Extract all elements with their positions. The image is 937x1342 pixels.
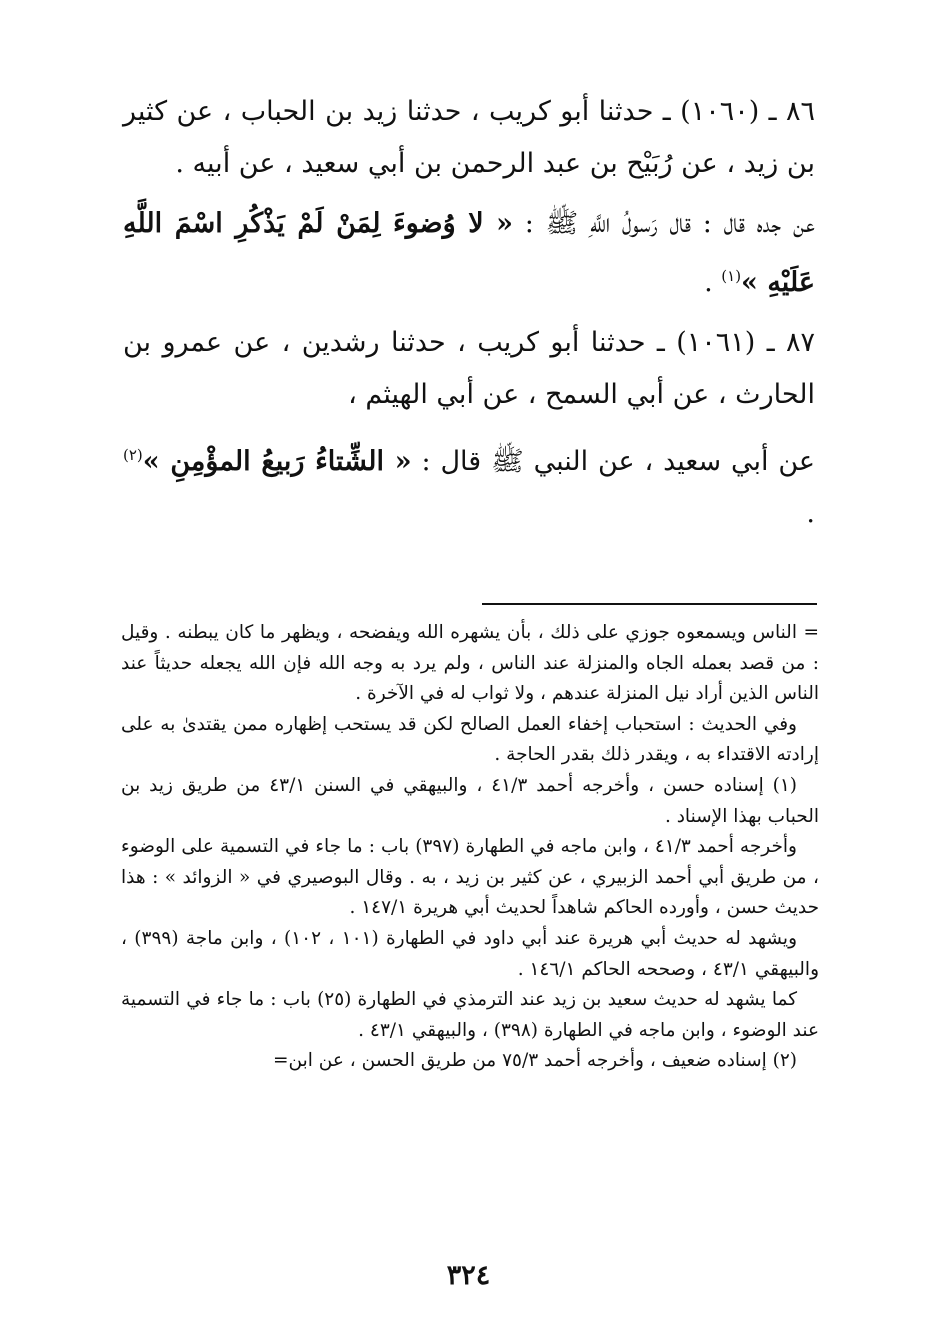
hadith-87-matn-intro: عن أبي سعيد ، عن النبي ﷺ قال :: [421, 446, 816, 477]
hadith-87-line-2: عمرو بن الحارث ، عن أبي السمح ، عن أبي الهيثم ،: [123, 327, 815, 410]
continuation-mark: =: [273, 1050, 289, 1072]
hadith-86-line-2: عن كثير بن زيد ، عن رُبَيْح بن عبد الرحمن بن أبي سعيد ، عن: [123, 96, 815, 179]
footnote-ref-2: (٢): [123, 446, 143, 464]
hadith-87-end: .: [806, 498, 815, 529]
hadith-86-matn: [123, 198, 815, 309]
footnotes: [121, 618, 819, 1077]
footnote-ref-1: (١): [721, 267, 742, 285]
hadith-87-isnad: [123, 317, 815, 421]
footnote-2: [121, 1046, 819, 1077]
footnote-continuation: = الناس ويسمعوه جوزي على ذلك ، بأن يشهره الله ويفضحه ، ويظهر ما كان يبطنه . وقيل : من قصد بعمله الجاه والمنزلة عند الناس ، ولم يرد به وجه الله فإن الله يجعله حديثاً عند الناس الذين أراد نيل المنزلة عندهم ، ولا ثواب له في الآخرة .: [121, 622, 819, 705]
hadith-86-line-3: أبيه .: [175, 148, 231, 179]
footnote-separator: [482, 603, 817, 605]
footnote-1-shahid-abu-hurayra: ويشهد له حديث أبي هريرة عند أبي داود في الطهارة (١٠١ ، ١٠٢) ، وابن ماجة (٣٩٩) ، والبيهقي ٤٣/١ ، وصححه الحاكم ١٤٦/١ .: [121, 927, 819, 980]
hadith-86-isnad: [123, 86, 815, 190]
hadith-86-line-1: ٨٦ ـ (١٠٦٠) ـ حدثنا أبو كريب ، حدثنا زيد بن الحباب ،: [222, 96, 816, 127]
hadith-87-matn: [123, 429, 815, 540]
hadith-86-text: « لا وُضوءَ لِمَنْ لَمْ يَذْكُرِ اسْمَ اللَّهِ عَلَيْهِ »: [123, 208, 815, 298]
footnote-1-takhrij: وأخرجه أحمد ٤١/٣ ، وابن ماجه في الطهارة (٣٩٧) باب : ما جاء في التسمية على الوضوء ، من طريق أبي أحمد الزبيري ، عن كثير بن زيد ، به . وقال البوصيري في « الزوائد » : هذا حديث حسن ، وأورده الحاكم شاهداً لحديث أبي هريرة ١٤٧/١ .: [121, 836, 819, 919]
hadith-87-text: « الشِّتاءُ رَبيعُ المؤْمِنِ »: [142, 446, 412, 477]
footnote-1-shahid-said: كما يشهد له حديث سعيد بن زيد عند الترمذي في الطهارة (٢٥) باب : ما جاء في التسمية عند الوضوء ، وابن ماجه في الطهارة (٣٩٨) ، والبيهقي ٤٣/١ .: [121, 989, 819, 1041]
hadith-87-line-1: ٨٧ ـ (١٠٦١) ـ حدثنا أبو كريب ، حدثنا رشدين ، عن: [233, 327, 816, 358]
hadith-86-matn-intro: عن جده قال : قال رَسولُ اللَّهِ ﷺ :: [524, 208, 815, 239]
footnote-1: (١) إسناده حسن ، وأخرجه أحمد ٤١/٣ ، والبيهقي في السنن ٤٣/١ من طريق زيد بن الحباب بهذا الإسناد .: [121, 774, 819, 827]
page-number: ٣٢٤: [446, 1260, 491, 1291]
footnote-benefit: وفي الحديث : استحباب إخفاء العمل الصالح لكن قد يستحب إظهاره ممن يقتدىٰ به على إرادته الاقتداء به ، ويقدر ذلك بقدر الحاجة .: [121, 713, 819, 766]
footnote-2-text: (٢) إسناده ضعيف ، وأخرجه أحمد ٧٥/٣ من طريق الحسن ، عن ابن: [288, 1050, 797, 1072]
hadith-86-end: .: [704, 267, 722, 298]
main-text: [123, 86, 815, 540]
